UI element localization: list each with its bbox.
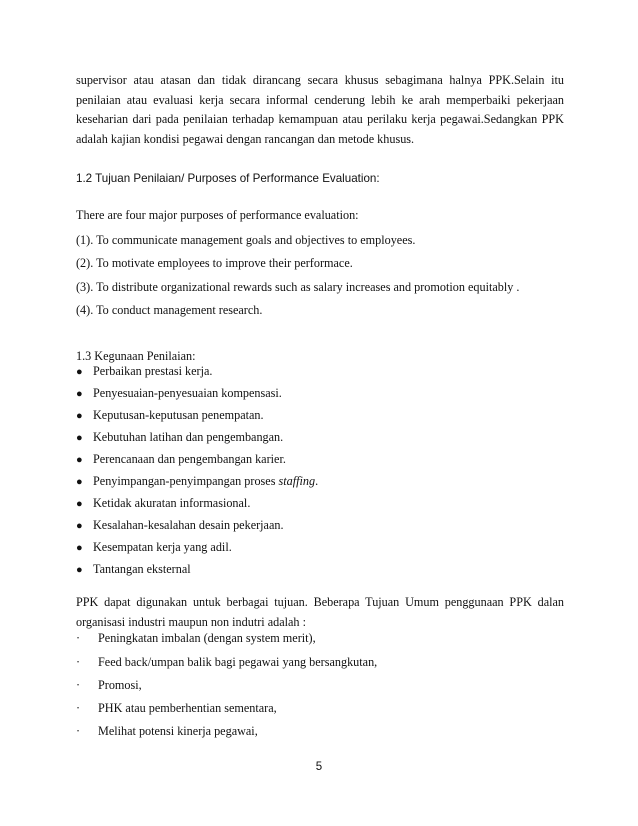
intro-line-4: adalah kajian kondisi pegawai dengan rancangan dan metode khusus. xyxy=(76,131,415,146)
bullet-icon: ● xyxy=(76,498,83,510)
intro-line-2: penilaian atau evaluasi kerja secara informal cenderung lebih ke arah memperbaiki pekerjaan xyxy=(76,92,564,107)
list-item: ● Penyimpangan-penyimpangan proses staffing. xyxy=(76,474,319,488)
middle-dot-icon: · xyxy=(76,631,81,645)
purpose-item-4: (4). To conduct management research. xyxy=(76,303,263,317)
bullet-icon: ● xyxy=(76,388,83,400)
list-item: ● Perbaikan prestasi kerja. xyxy=(76,364,213,378)
list-item: ● Penyesuaian-penyesuaian kompensasi. xyxy=(76,386,282,400)
list-item: ● Kesalahan-kesalahan desain pekerjaan. xyxy=(76,518,284,532)
middle-dot-icon: · xyxy=(76,724,81,738)
bullet-icon: ● xyxy=(76,542,83,554)
bullet-icon: ● xyxy=(76,476,83,488)
bullet-icon: ● xyxy=(76,410,83,422)
middle-dot-icon: · xyxy=(76,678,81,692)
list-item: ● Perencanaan dan pengembangan karier. xyxy=(76,452,286,466)
section-1-2-heading: 1.2 Tujuan Penilaian/ Purposes of Performance Evaluation: xyxy=(76,172,380,185)
intro-line-1: supervisor atau atasan dan tidak dirancang secara khusus sebagimana halnya PPK.Selain itu xyxy=(76,73,564,87)
list-item: ● Tantangan eksternal xyxy=(76,562,191,576)
bullet-icon: ● xyxy=(76,366,83,378)
middle-dot-icon: · xyxy=(76,655,81,669)
list-item: ● Ketidak akuratan informasional. xyxy=(76,496,251,510)
section-1-2-intro: There are four major purposes of performance evaluation: xyxy=(76,208,359,222)
list-item: · Feed back/umpan balik bagi pegawai yang bersangkutan, xyxy=(76,655,378,669)
middle-dot-icon: · xyxy=(76,701,81,715)
ppk-paragraph xyxy=(76,593,564,632)
intro-line-3: keseharian dari pada penilaian terhadap kemampuan atau perilaku kerja pegawai.Sedangkan PPK xyxy=(76,112,564,126)
list-item: ● Kebutuhan latihan dan pengembangan. xyxy=(76,430,284,444)
ppk-line-2: organisasi industri maupun non indutri adalah : xyxy=(76,614,306,629)
purpose-item-1: (1). To communicate management goals and objectives to employees. xyxy=(76,233,416,247)
list-item: · Peningkatan imbalan (dengan system merit), xyxy=(76,631,316,645)
list-item: ● Keputusan-keputusan penempatan. xyxy=(76,408,264,422)
bullet-icon: ● xyxy=(76,432,83,444)
bullet-icon: ● xyxy=(76,520,83,532)
list-item: ● Kesempatan kerja yang adil. xyxy=(76,540,232,554)
bullet-icon: ● xyxy=(76,564,83,576)
page-number: 5 xyxy=(315,761,323,773)
purpose-item-3: (3). To distribute organizational rewards such as salary increases and promotion equitably . xyxy=(76,280,520,294)
list-item: · PHK atau pemberhentian sementara, xyxy=(76,701,277,715)
list-item: · Promosi, xyxy=(76,678,142,692)
bullet-icon: ● xyxy=(76,454,83,466)
section-1-3-heading: 1.3 Kegunaan Penilaian: xyxy=(76,349,196,363)
ppk-line-1: PPK dapat digunakan untuk berbagai tujuan. Beberapa Tujuan Umum penggunaan PPK dalan xyxy=(76,595,564,609)
intro-paragraph xyxy=(76,71,564,149)
list-item: · Melihat potensi kinerja pegawai, xyxy=(76,724,258,738)
purpose-item-2: (2). To motivate employees to improve their performace. xyxy=(76,256,353,270)
